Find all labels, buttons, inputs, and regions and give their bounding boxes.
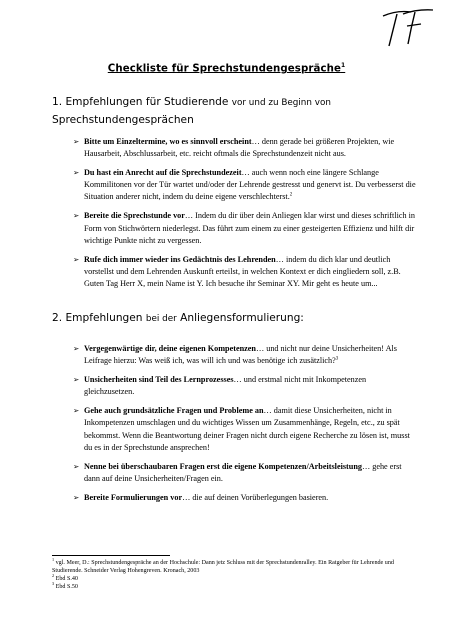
section2-list bbox=[73, 343, 418, 504]
arrow-bullet-icon: ➢ bbox=[73, 406, 80, 416]
footnotes bbox=[52, 556, 412, 591]
list-item: ➢ Gehe auch grundsätzliche Fragen und Probleme an… damit diese Unsicherheiten, nicht in Inkompetenzen umschlagen und du wichtiges Wissen um Zusammenhänge, Regeln, etc., zu spät bekommst. Wenn die Beantwortung deiner Fragen nicht durch eigene Recherche zu lösen ist, musst du es in der Sprechstunde ansprechen! bbox=[73, 406, 410, 452]
list-item: ➢ Unsicherheiten sind Teil des Lernprozesses… und erstmal nicht mit Inkompetenzen gleichzusetzen. bbox=[73, 375, 367, 397]
list-item: ➢ Bereite Formulierungen vor… die auf deinen Vorüberlegungen basieren. bbox=[73, 492, 418, 504]
document-title: Checkliste für Sprechstundengespräche$^1$ bbox=[107, 62, 346, 75]
footnote: $^2$ Ebd S.40 bbox=[52, 573, 78, 583]
section1-list bbox=[73, 136, 418, 290]
section2-heading: 2. Empfehlungen bei der Anliegensformulierung: bbox=[52, 312, 304, 324]
footnote: $^3$ Ebd S.50 bbox=[52, 581, 78, 591]
arrow-bullet-icon: ➢ bbox=[73, 168, 80, 178]
section1-heading: 1. Empfehlungen für Studierende vor und zu Beginn von Sprechstundengesprächen bbox=[52, 96, 331, 126]
footnote: $^1$ vgl. Meer, D.: Sprechstundengespräche an der Hochschule: Dann jetz Schluss mit der Sprechstundenralley. Ein Ratgeber für Lehrende und Studierende. Schneider Verlag Hohengreven. Kronach, 2003 bbox=[52, 556, 394, 575]
footnote-divider bbox=[52, 555, 170, 556]
list-item: ➢ Nenne bei überschaubaren Fragen erst die eigene Kompetenzen/Arbeitsleistung… gehe erst dann auf deine Unsicherheiten/Fragen ein. bbox=[73, 461, 402, 483]
arrow-bullet-icon: ➢ bbox=[73, 137, 80, 146]
arrow-bullet-icon: ➢ bbox=[73, 344, 80, 353]
list-item: ➢ Vergegenwärtige dir, deine eigenen Kompetenzen… und nicht nur deine Unsicherheiten! Als Leifrage hierzu: Was weiß ich, was will ich und was benötige ich zusätzlich?$^3$ bbox=[73, 344, 397, 366]
list-item: ➢ Rufe dich immer wieder ins Gedächtnis des Lehrenden… indem du dich klar und deutlich vorstellst und dem Lehrenden Auskunft erteilst, in welchen Kontext er dich eingliedern soll, z.B. Guten Tag Herr X, mein Name ist Y. Ich besuche ihr Seminar XY. Mir geht es heute um... bbox=[73, 254, 401, 288]
arrow-bullet-icon: ➢ bbox=[73, 492, 80, 502]
list-item: ➢ Bereite die Sprechstunde vor… Indem du dir über dein Anliegen klar wirst und dieses schriftlich in Form von Stichwörtern niederlegst. Das führt zum einem zu einer gesteigerten Effizienz und hilft dir wichtige Punkte nicht zu vergessen. bbox=[73, 211, 416, 245]
tff-logo bbox=[377, 6, 437, 50]
arrow-bullet-icon: ➢ bbox=[73, 211, 80, 221]
title-footnote-ref: 1 bbox=[340, 62, 346, 69]
list-item: ➢ Du hast ein Anrecht auf die Sprechstundezeit… auch wenn noch eine längere Schlange Kommilitonen vor der Tür wartet und/oder der Lehrende gestresst und genervt ist. Du verbesserst die Situation anderer nicht, indem du deine eigene verschlechterst.$^2$ bbox=[73, 168, 416, 202]
arrow-bullet-icon: ➢ bbox=[73, 375, 80, 385]
arrow-bullet-icon: ➢ bbox=[73, 254, 80, 264]
list-item: ➢ Bitte um Einzeltermine, wo es sinnvoll erscheint… denn gerade bei größeren Projekten, wie Hausarbeit, Abschlussarbeit, etc. reicht oftmals die Sprechstundenzeit nicht aus. bbox=[73, 137, 395, 159]
arrow-bullet-icon: ➢ bbox=[73, 461, 80, 471]
